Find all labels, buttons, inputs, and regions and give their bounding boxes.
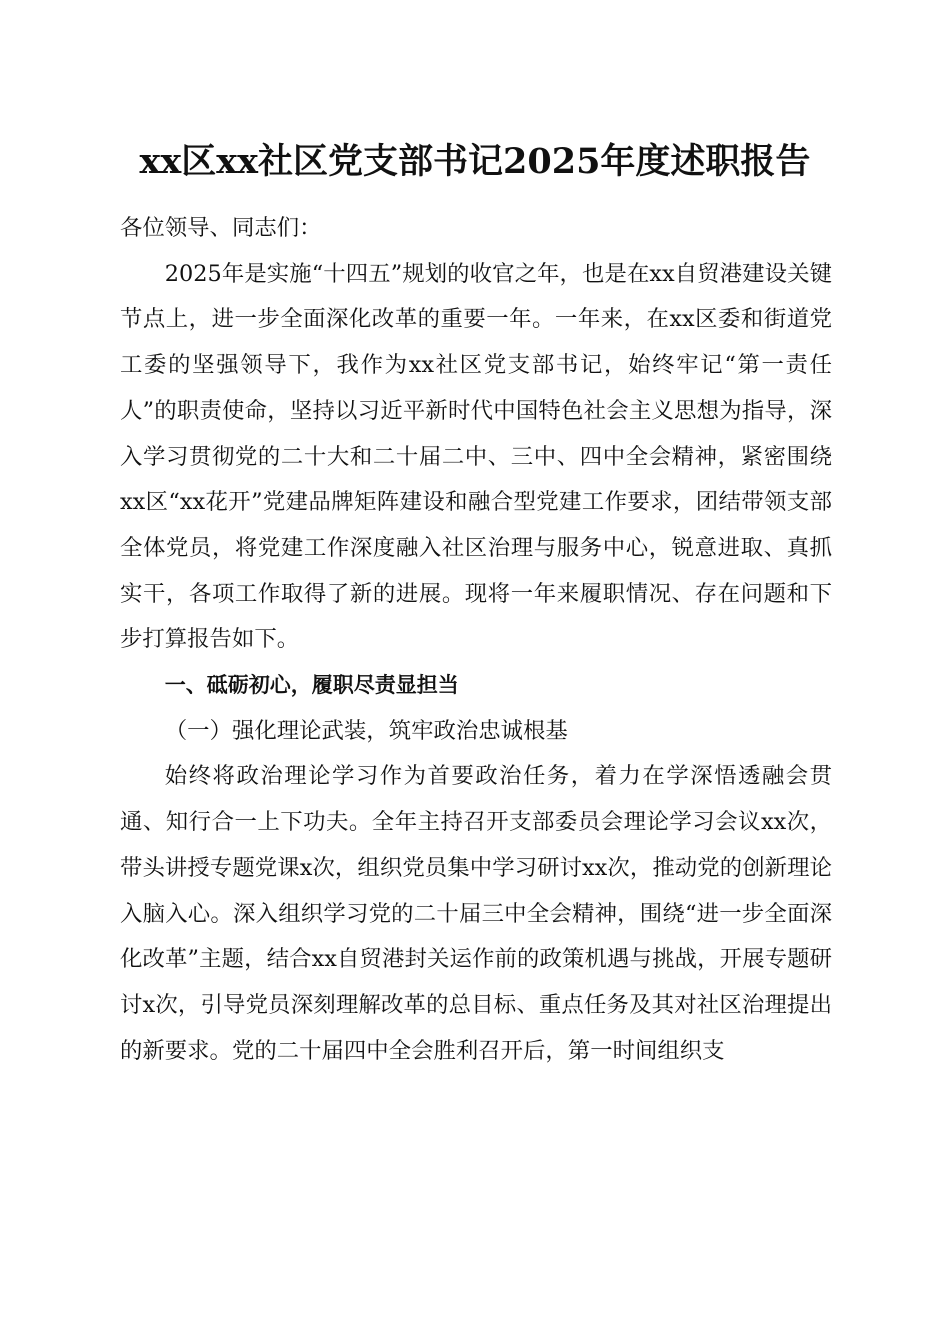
document-body bbox=[120, 206, 832, 1074]
intro-paragraph: 2025年是实施“十四五”规划的收官之年，也是在xx自贸港建设关键节点上，进一步全面深化改革的重要一年。一年来，在xx区委和街道党工委的坚强领导下，我作为xx社区党支部书记，始终牢记“第一责任人”的职责使命，坚持以习近平新时代中国特色社会主义思想为指导，深入学习贯彻党的二十大和二十届二中、三中、四中全会精神，紧密围绕xx区“xx花开”党建品牌矩阵建设和融合型党建工作要求，团结带领支部全体党员，将党建工作深度融入社区治理与服务中心，锐意进取、真抓实干，各项工作取得了新的进展。现将一年来履职情况、存在问题和下步打算报告如下。 bbox=[120, 260, 832, 653]
body-paragraph: 始终将政治理论学习作为首要政治任务，着力在学深悟透融会贯通、知行合一上下功夫。全年主持召开支部委员会理论学习会议xx次，带头讲授专题党课x次，组织党员集中学习研讨xx次，推动党的创新理论入脑入心。深入组织学习党的二十届三中全会精神，围绕“进一步全面深化改革”主题，结合xx自贸港封关运作前的政策机遇与挑战，开展专题研讨x次，引导党员深刻理解改革的总目标、重点任务及其对社区治理提出的新要求。党的二十届四中全会胜利召开后，第一时间组织支 bbox=[120, 763, 832, 1064]
document-title: xx区xx社区党支部书记2025年度述职报告 bbox=[139, 141, 811, 182]
salutation: 各位领导、同志们： bbox=[120, 215, 322, 241]
section-heading: 一、砥砺初心，履职尽责显担当 bbox=[164, 673, 459, 698]
subsection-heading: （一）强化理论武装，筑牢政治忠诚根基 bbox=[164, 717, 568, 744]
